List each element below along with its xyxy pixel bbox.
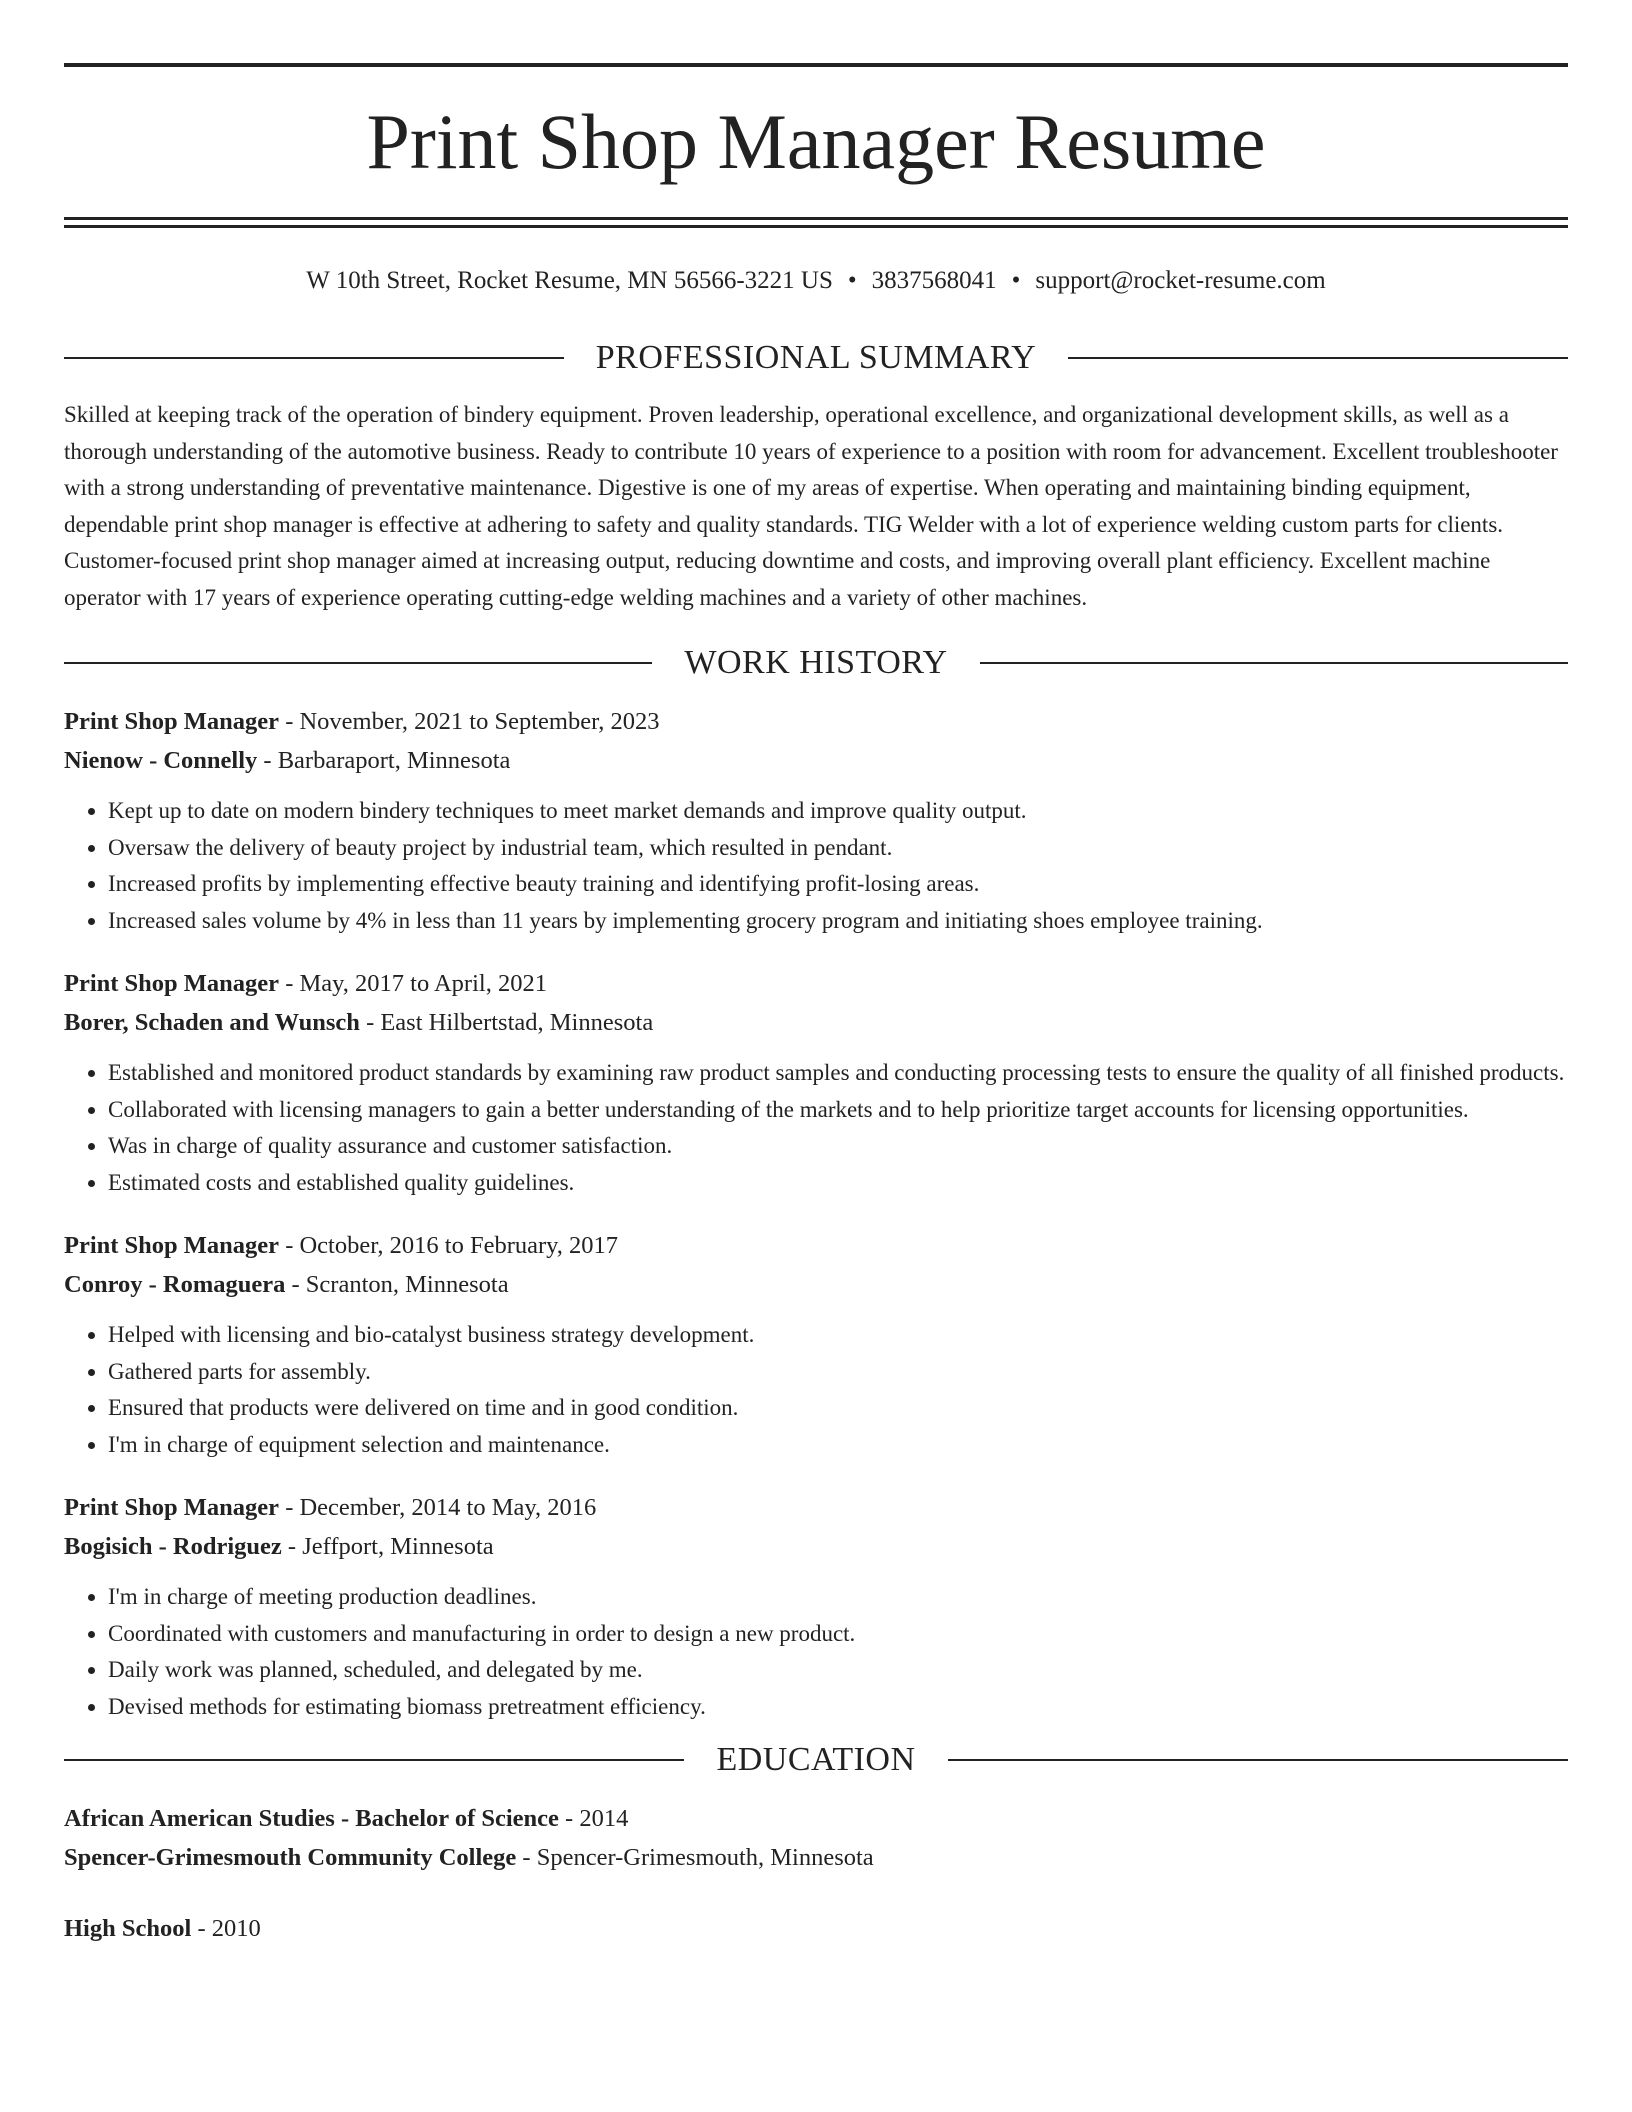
job-dates: - May, 2017 to April, 2021: [279, 970, 547, 997]
job-title-line: [64, 972, 1568, 997]
list-item: • Helped with licensing and bio-catalyst business strategy development.: [108, 1317, 1568, 1354]
work-heading-label: WORK HISTORY: [684, 644, 948, 681]
heading-rule-right: [948, 1759, 1568, 1761]
list-item: • I'm in charge of equipment selection and maintenance.: [108, 1427, 1568, 1464]
list-item: • Collaborated with licensing managers to gain a better understanding of the markets and to help prioritize target accounts for licensing opportunities.: [108, 1092, 1568, 1129]
contact-separator: •: [1011, 267, 1021, 294]
education-location: - Spencer-Grimesmouth, Minnesota: [516, 1843, 874, 1871]
education-degree: High School: [64, 1915, 192, 1942]
education-entry: [64, 1807, 1568, 1870]
list-item: • Ensured that products were delivered on time and in good condition.: [108, 1390, 1568, 1427]
job-company: Bogisich - Rodriguez: [64, 1532, 282, 1560]
job-company-line: [64, 1270, 1568, 1298]
job-location: - Barbaraport, Minnesota: [257, 746, 511, 774]
contact-phone: 3837568041: [871, 267, 997, 294]
education-degree: African American Studies - Bachelor of Science: [64, 1805, 559, 1832]
list-item: • Established and monitored product standards by examining raw product samples and conducting processing tests to ensure the quality of all finished products.: [108, 1055, 1568, 1092]
title-double-rule: [64, 217, 1568, 228]
contact-email: support@rocket-resume.com: [1035, 267, 1326, 294]
list-item: • Oversaw the delivery of beauty project by industrial team, which resulted in pendant.: [108, 830, 1568, 867]
job-location: - East Hilbertstad, Minnesota: [359, 1008, 654, 1036]
list-item: • Increased profits by implementing effective beauty training and identifying profit-losing areas.: [108, 866, 1568, 903]
list-item: • Devised methods for estimating biomass pretreatment efficiency.: [108, 1689, 1568, 1726]
summary-heading-label: PROFESSIONAL SUMMARY: [595, 339, 1037, 376]
contact-address: W 10th Street, Rocket Resume, MN 56566-3221 US: [306, 267, 833, 294]
job-bullets: [64, 793, 1568, 939]
job-title: Print Shop Manager: [64, 970, 280, 997]
education-entry: [64, 1917, 1568, 1942]
job-entry: [64, 972, 1568, 1201]
education-school: Spencer-Grimesmouth Community College: [64, 1843, 517, 1871]
job-company: Conroy - Romaguera: [64, 1270, 286, 1298]
education-year: - 2010: [191, 1915, 261, 1942]
list-item: • Daily work was planned, scheduled, and delegated by me.: [108, 1652, 1568, 1689]
job-bullets: [64, 1055, 1568, 1201]
job-title: Print Shop Manager: [64, 1494, 280, 1521]
heading-rule-right: [1068, 357, 1568, 359]
job-bullets: [64, 1579, 1568, 1725]
job-location: - Jeffport, Minnesota: [281, 1532, 494, 1560]
list-item: • Coordinated with customers and manufacturing in order to design a new product.: [108, 1616, 1568, 1653]
job-company: Nienow - Connelly: [64, 746, 258, 774]
contact-separator: •: [847, 267, 857, 294]
list-item: • Increased sales volume by 4% in less than 11 years by implementing grocery program and initiating shoes employee training.: [108, 903, 1568, 940]
job-company-line: [64, 746, 1568, 774]
education-degree-line: [64, 1807, 1568, 1832]
job-company: Borer, Schaden and Wunsch: [64, 1008, 360, 1036]
list-item: • Kept up to date on modern bindery techniques to meet market demands and improve quality output.: [108, 793, 1568, 830]
list-item: • I'm in charge of meeting production deadlines.: [108, 1579, 1568, 1616]
heading-rule-left: [64, 357, 564, 359]
job-entry: [64, 710, 1568, 939]
list-item: • Was in charge of quality assurance and customer satisfaction.: [108, 1128, 1568, 1165]
list-item: • Estimated costs and established quality guidelines.: [108, 1165, 1568, 1202]
work-section-heading: [64, 646, 1568, 680]
heading-rule-left: [64, 662, 652, 664]
job-title: Print Shop Manager: [64, 708, 280, 735]
job-title-line: [64, 1496, 1568, 1521]
contact-line: [64, 268, 1568, 293]
education-year: - 2014: [558, 1805, 629, 1832]
job-bullets: [64, 1317, 1568, 1463]
job-dates: - November, 2021 to September, 2023: [279, 708, 660, 735]
summary-section-heading: [64, 341, 1568, 375]
job-dates: - October, 2016 to February, 2017: [279, 1232, 619, 1259]
education-heading-label: EDUCATION: [716, 1741, 916, 1778]
resume-page: [64, 0, 1568, 1942]
education-section-heading: [64, 1743, 1568, 1777]
job-title: Print Shop Manager: [64, 1232, 280, 1259]
resume-title: Print Shop Manager Resume: [366, 98, 1266, 185]
job-entry: [64, 1496, 1568, 1725]
list-item: • Gathered parts for assembly.: [108, 1354, 1568, 1391]
job-entry: [64, 1234, 1568, 1463]
job-title-line: [64, 710, 1568, 735]
education-school-line: [64, 1843, 1568, 1871]
education-degree-line: [64, 1917, 1568, 1942]
heading-rule-left: [64, 1759, 684, 1761]
summary-text: Skilled at keeping track of the operation of bindery equipment. Proven leadership, operational excellence, and organizational development skills, as well as a thorough understanding of the automotive business. Ready to contribute 10 years of experience to a position with room for advancement. Excellent troubleshooter with a strong understanding of preventative maintenance. Digestive is one of my areas of expertise. When operating and maintaining binding equipment, dependable print shop manager is effective at adhering to safety and quality standards. TIG Welder with a lot of experience welding custom parts for clients. Customer-focused print shop manager aimed at increasing output, reducing downtime and costs, and improving overall plant efficiency. Excellent machine operator with 17 years of experience operating cutting-edge welding machines and a variety of other machines.: [64, 402, 1558, 610]
job-dates: - December, 2014 to May, 2016: [279, 1494, 597, 1521]
job-location: - Scranton, Minnesota: [285, 1270, 509, 1298]
job-title-line: [64, 1234, 1568, 1259]
heading-rule-right: [980, 662, 1568, 664]
job-company-line: [64, 1008, 1568, 1036]
job-company-line: [64, 1532, 1568, 1560]
